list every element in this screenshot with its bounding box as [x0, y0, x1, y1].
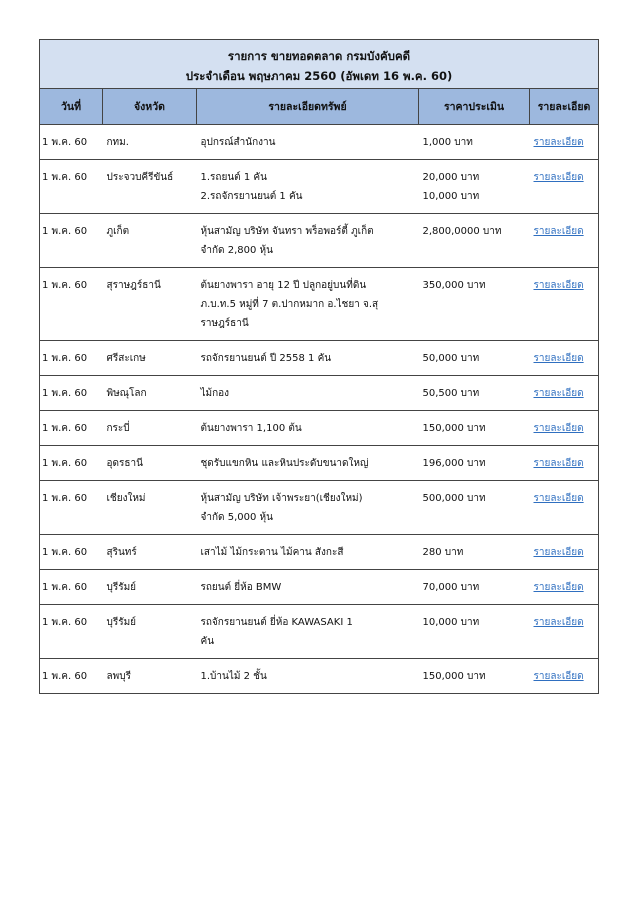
cell-date: 1 พ.ค. 60	[40, 411, 103, 446]
cell-province: สุราษฎร์ธานี	[103, 268, 197, 341]
price-line: 20,000 บาท	[422, 172, 480, 183]
title-line-2: ประจำเดือน พฤษภาคม 2560 (อัพเดท 16 พ.ค. 60)	[185, 69, 453, 83]
row-divider	[40, 694, 599, 695]
details-link[interactable]: รายละเอียด	[533, 671, 584, 682]
price-line: 1,000 บาท	[422, 137, 473, 148]
header-date: วันที่	[40, 89, 103, 125]
cell-date: 1 พ.ค. 60	[40, 446, 103, 481]
price-line: 50,500 บาท	[422, 388, 480, 399]
detail-line: หุ้นสามัญ บริษัท จันทรา พร็อพอร์ตี้ ภูเก็ต	[200, 226, 374, 237]
cell-link	[530, 341, 599, 376]
cell-details	[197, 659, 419, 694]
table-body	[40, 125, 599, 695]
table-row	[40, 268, 599, 341]
cell-link	[530, 659, 599, 694]
detail-line: รถจักรยานยนต์ ยี่ห้อ KAWASAKI 1	[200, 617, 353, 628]
price-line: 350,000 บาท	[422, 280, 486, 291]
header-row	[40, 89, 599, 125]
cell-province: สุรินทร์	[103, 535, 197, 570]
cell-link	[530, 214, 599, 268]
table-row	[40, 125, 599, 160]
cell-details	[197, 125, 419, 160]
cell-link	[530, 605, 599, 659]
cell-date: 1 พ.ค. 60	[40, 605, 103, 659]
detail-line: หุ้นสามัญ บริษัท เจ้าพระยา(เชียงใหม่)	[200, 493, 363, 504]
cell-link	[530, 481, 599, 535]
price-line: 500,000 บาท	[422, 493, 486, 504]
cell-price	[419, 659, 530, 694]
table-row	[40, 341, 599, 376]
header-price: ราคาประเมิน	[419, 89, 530, 125]
details-link[interactable]: รายละเอียด	[533, 458, 584, 469]
cell-price	[419, 341, 530, 376]
cell-province: พิษณุโลก	[103, 376, 197, 411]
cell-province: ประจวบคีรีขันธ์	[103, 160, 197, 214]
cell-details	[197, 214, 419, 268]
cell-price	[419, 411, 530, 446]
cell-date: 1 พ.ค. 60	[40, 481, 103, 535]
details-link[interactable]: รายละเอียด	[533, 280, 584, 291]
cell-price	[419, 376, 530, 411]
cell-price	[419, 214, 530, 268]
cell-date: 1 พ.ค. 60	[40, 125, 103, 160]
cell-link	[530, 268, 599, 341]
cell-date: 1 พ.ค. 60	[40, 659, 103, 694]
cell-details	[197, 446, 419, 481]
cell-date: 1 พ.ค. 60	[40, 214, 103, 268]
row-divider-line	[40, 694, 599, 695]
detail-line: ต้นยางพารา 1,100 ต้น	[200, 423, 302, 434]
cell-link	[530, 160, 599, 214]
cell-province: ศรีสะเกษ	[103, 341, 197, 376]
cell-link	[530, 570, 599, 605]
table-row	[40, 535, 599, 570]
details-link[interactable]: รายละเอียด	[533, 137, 584, 148]
header-details: รายละเอียดทรัพย์	[197, 89, 419, 125]
cell-details	[197, 376, 419, 411]
cell-price	[419, 160, 530, 214]
details-link[interactable]: รายละเอียด	[533, 226, 584, 237]
detail-line: ต้นยางพารา อายุ 12 ปี ปลูกอยู่บนที่ดิน	[200, 280, 367, 291]
details-link[interactable]: รายละเอียด	[533, 388, 584, 399]
header-link: รายละเอียด	[530, 89, 599, 125]
cell-details	[197, 605, 419, 659]
cell-details	[197, 341, 419, 376]
table-row	[40, 376, 599, 411]
cell-price	[419, 125, 530, 160]
cell-price	[419, 481, 530, 535]
details-link[interactable]: รายละเอียด	[533, 423, 584, 434]
cell-details	[197, 570, 419, 605]
cell-province: บุรีรัมย์	[103, 605, 197, 659]
cell-details	[197, 160, 419, 214]
detail-line: คัน	[200, 636, 215, 647]
table-row	[40, 659, 599, 694]
table-row	[40, 214, 599, 268]
cell-date: 1 พ.ค. 60	[40, 570, 103, 605]
detail-line: จำกัด 2,800 หุ้น	[200, 245, 273, 256]
cell-date: 1 พ.ค. 60	[40, 341, 103, 376]
price-line: 2,800,0000 บาท	[422, 226, 502, 237]
table-row	[40, 160, 599, 214]
price-line: 150,000 บาท	[422, 671, 486, 682]
cell-link	[530, 535, 599, 570]
table-row	[40, 446, 599, 481]
details-link[interactable]: รายละเอียด	[533, 582, 584, 593]
table-row	[40, 605, 599, 659]
details-link[interactable]: รายละเอียด	[533, 547, 584, 558]
cell-details	[197, 481, 419, 535]
cell-details	[197, 268, 419, 341]
detail-line: รถจักรยานยนต์ ปี 2558 1 คัน	[200, 353, 332, 364]
cell-price	[419, 605, 530, 659]
cell-date: 1 พ.ค. 60	[40, 160, 103, 214]
price-line: 50,000 บาท	[422, 353, 480, 364]
cell-date: 1 พ.ค. 60	[40, 535, 103, 570]
cell-price	[419, 268, 530, 341]
detail-line: ภ.บ.ท.5 หมู่ที่ 7 ต.ปากหมาก อ.ไชยา จ.สุ	[200, 299, 379, 310]
detail-line: รถยนต์ ยี่ห้อ BMW	[200, 582, 282, 593]
cell-link	[530, 411, 599, 446]
details-link[interactable]: รายละเอียด	[533, 353, 584, 364]
table-title	[40, 40, 599, 89]
cell-date: 1 พ.ค. 60	[40, 376, 103, 411]
cell-price	[419, 446, 530, 481]
details-link[interactable]: รายละเอียด	[533, 617, 584, 628]
price-line: 10,000 บาท	[422, 191, 480, 202]
cell-province: ลพบุรี	[103, 659, 197, 694]
cell-province: กระบี่	[103, 411, 197, 446]
detail-line: อุปกรณ์สำนักงาน	[200, 137, 276, 148]
price-line: 150,000 บาท	[422, 423, 486, 434]
cell-province: กทม.	[103, 125, 197, 160]
detail-line: เสาไม้ ไม้กระดาน ไม้คาน สังกะสี	[200, 547, 344, 558]
cell-price	[419, 570, 530, 605]
detail-line: ชุดรับแขกหิน และหินประดับขนาดใหญ่	[200, 458, 369, 469]
table-row	[40, 481, 599, 535]
price-line: 280 บาท	[422, 547, 464, 558]
cell-province: บุรีรัมย์	[103, 570, 197, 605]
cell-province: อุดรธานี	[103, 446, 197, 481]
detail-line: 1.บ้านไม้ 2 ชั้น	[200, 671, 267, 682]
cell-date: 1 พ.ค. 60	[40, 268, 103, 341]
cell-province: ภูเก็ต	[103, 214, 197, 268]
detail-line: 2.รถจักรยานยนต์ 1 คัน	[200, 191, 303, 202]
header-province: จังหวัด	[103, 89, 197, 125]
detail-line: 1.รถยนต์ 1 คัน	[200, 172, 267, 183]
auction-table	[39, 39, 599, 694]
price-line: 196,000 บาท	[422, 458, 486, 469]
cell-province: เชียงใหม่	[103, 481, 197, 535]
table-row	[40, 570, 599, 605]
detail-line: จำกัด 5,000 หุ้น	[200, 512, 273, 523]
cell-link	[530, 446, 599, 481]
title-line-1: รายการ ขายทอดตลาด กรมบังคับคดี	[227, 49, 411, 63]
cell-link	[530, 376, 599, 411]
title-row	[40, 40, 599, 89]
price-line: 10,000 บาท	[422, 617, 480, 628]
cell-price	[419, 535, 530, 570]
details-link[interactable]: รายละเอียด	[533, 493, 584, 504]
cell-link	[530, 125, 599, 160]
cell-details	[197, 411, 419, 446]
details-link[interactable]: รายละเอียด	[533, 172, 584, 183]
detail-line: ราษฎร์ธานี	[200, 318, 249, 329]
detail-line: ไม้กอง	[200, 388, 230, 399]
cell-details	[197, 535, 419, 570]
price-line: 70,000 บาท	[422, 582, 480, 593]
table-row	[40, 411, 599, 446]
